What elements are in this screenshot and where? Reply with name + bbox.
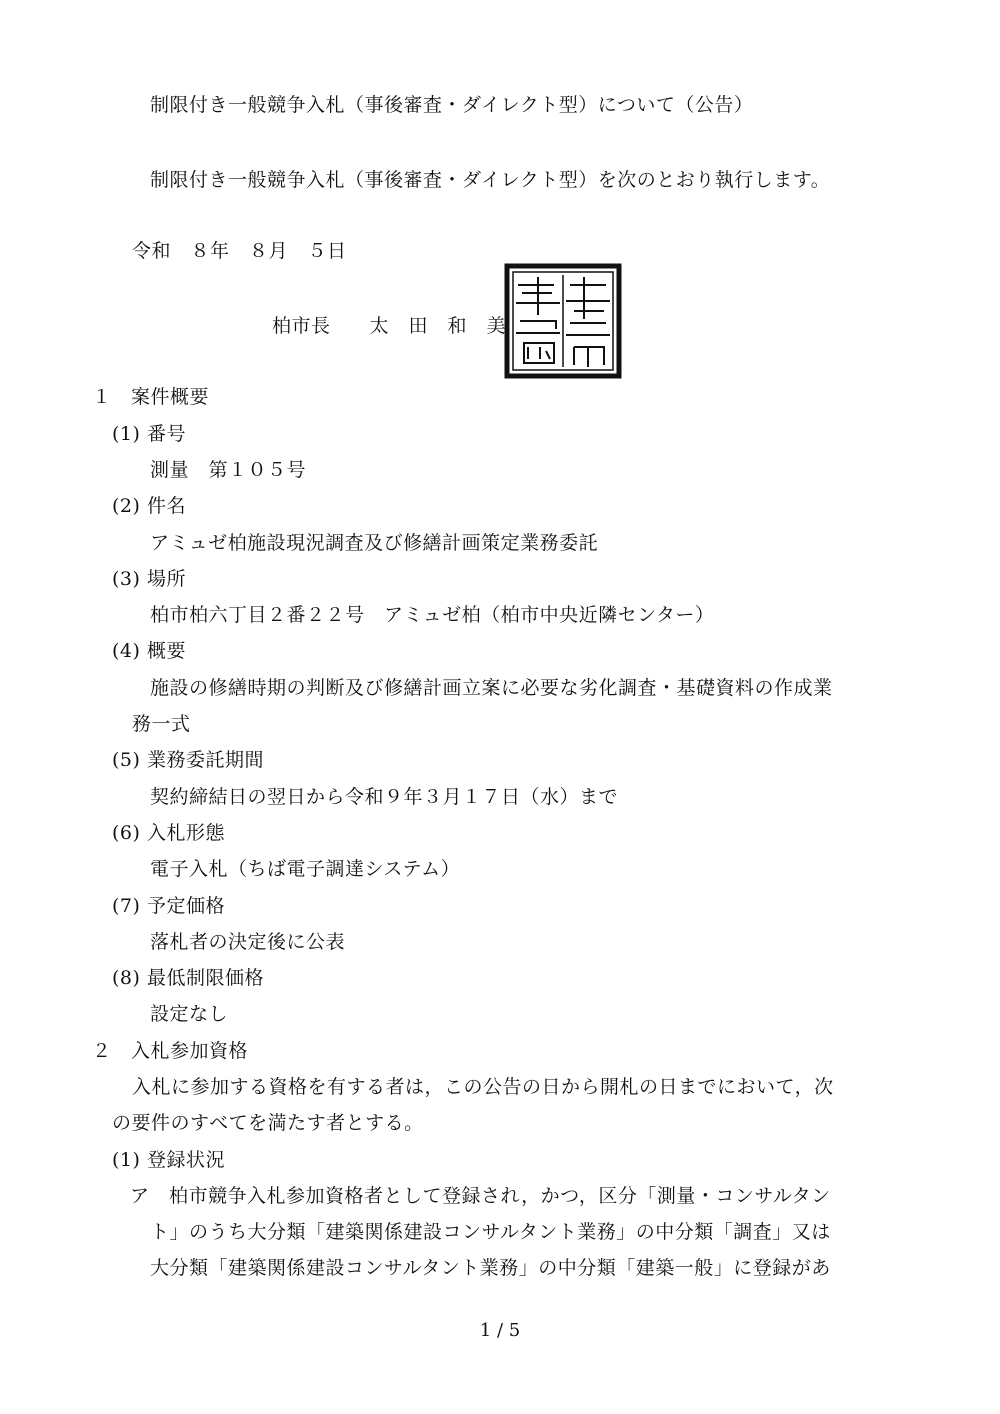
notice-title: 制限付き一般競争入札（事後審査・ダイレクト型）について（公告） [150, 94, 754, 116]
item6-value: 電子入札（ちば電子調達システム） [150, 858, 461, 880]
item4-value-line2: 務一式 [132, 713, 191, 735]
item8-value: 設定なし [150, 1003, 229, 1025]
item3-value: 柏市柏六丁目２番２２号 アミュゼ柏（柏市中央近隣センター） [150, 604, 715, 626]
item6-label: (6) 入札形態 [112, 822, 225, 844]
item4-label: (4) 概要 [112, 640, 186, 662]
mayor-name: 柏市長 太 田 和 美 [272, 315, 507, 337]
item2-value: アミュゼ柏施設現況調査及び修繕計画策定業務委託 [150, 532, 599, 554]
item7-label: (7) 予定価格 [112, 895, 225, 917]
section2-para-line2: の要件のすべてを満たす者とする。 [112, 1112, 424, 1134]
item1-label: (1) 番号 [112, 423, 186, 445]
section2-para-line1: 入札に参加する資格を有する者は，この公告の日から開札の日までにおいて，次 [132, 1076, 834, 1098]
item7-value: 落札者の決定後に公表 [150, 931, 346, 953]
item8-label: (8) 最低制限価格 [112, 967, 264, 989]
page-number: 1 / 5 [479, 1320, 521, 1341]
sub1-label: (1) 登録状況 [112, 1149, 225, 1171]
section2-heading: ２ 入札参加資格 [92, 1040, 249, 1062]
official-seal-icon [504, 263, 622, 379]
item-a-line2: ト」のうち大分類「建築関係建設コンサルタント業務」の中分類「調査」又は [150, 1221, 831, 1243]
item5-value: 契約締結日の翌日から令和９年３月１７日（水）まで [150, 786, 619, 808]
item4-value-line1: 施設の修繕時期の判断及び修繕計画立案に必要な劣化調査・基礎資料の作成業 [150, 677, 833, 699]
notice-date: 令和 ８年 ８月 ５日 [132, 240, 347, 262]
item-a-line1: ア 柏市競争入札参加資格者として登録され，かつ，区分「測量・コンサルタン [130, 1185, 831, 1207]
item-a-line3: 大分類「建築関係建設コンサルタント業務」の中分類「建築一般」に登録があ [150, 1257, 831, 1279]
item5-label: (5) 業務委託期間 [112, 749, 264, 771]
item1-value: 測量 第１０５号 [150, 459, 307, 481]
item3-label: (3) 場所 [112, 568, 186, 590]
intro-text: 制限付き一般競争入札（事後審査・ダイレクト型）を次のとおり執行します。 [150, 169, 831, 191]
item2-label: (2) 件名 [112, 495, 186, 517]
section1-heading: １ 案件概要 [92, 386, 210, 408]
